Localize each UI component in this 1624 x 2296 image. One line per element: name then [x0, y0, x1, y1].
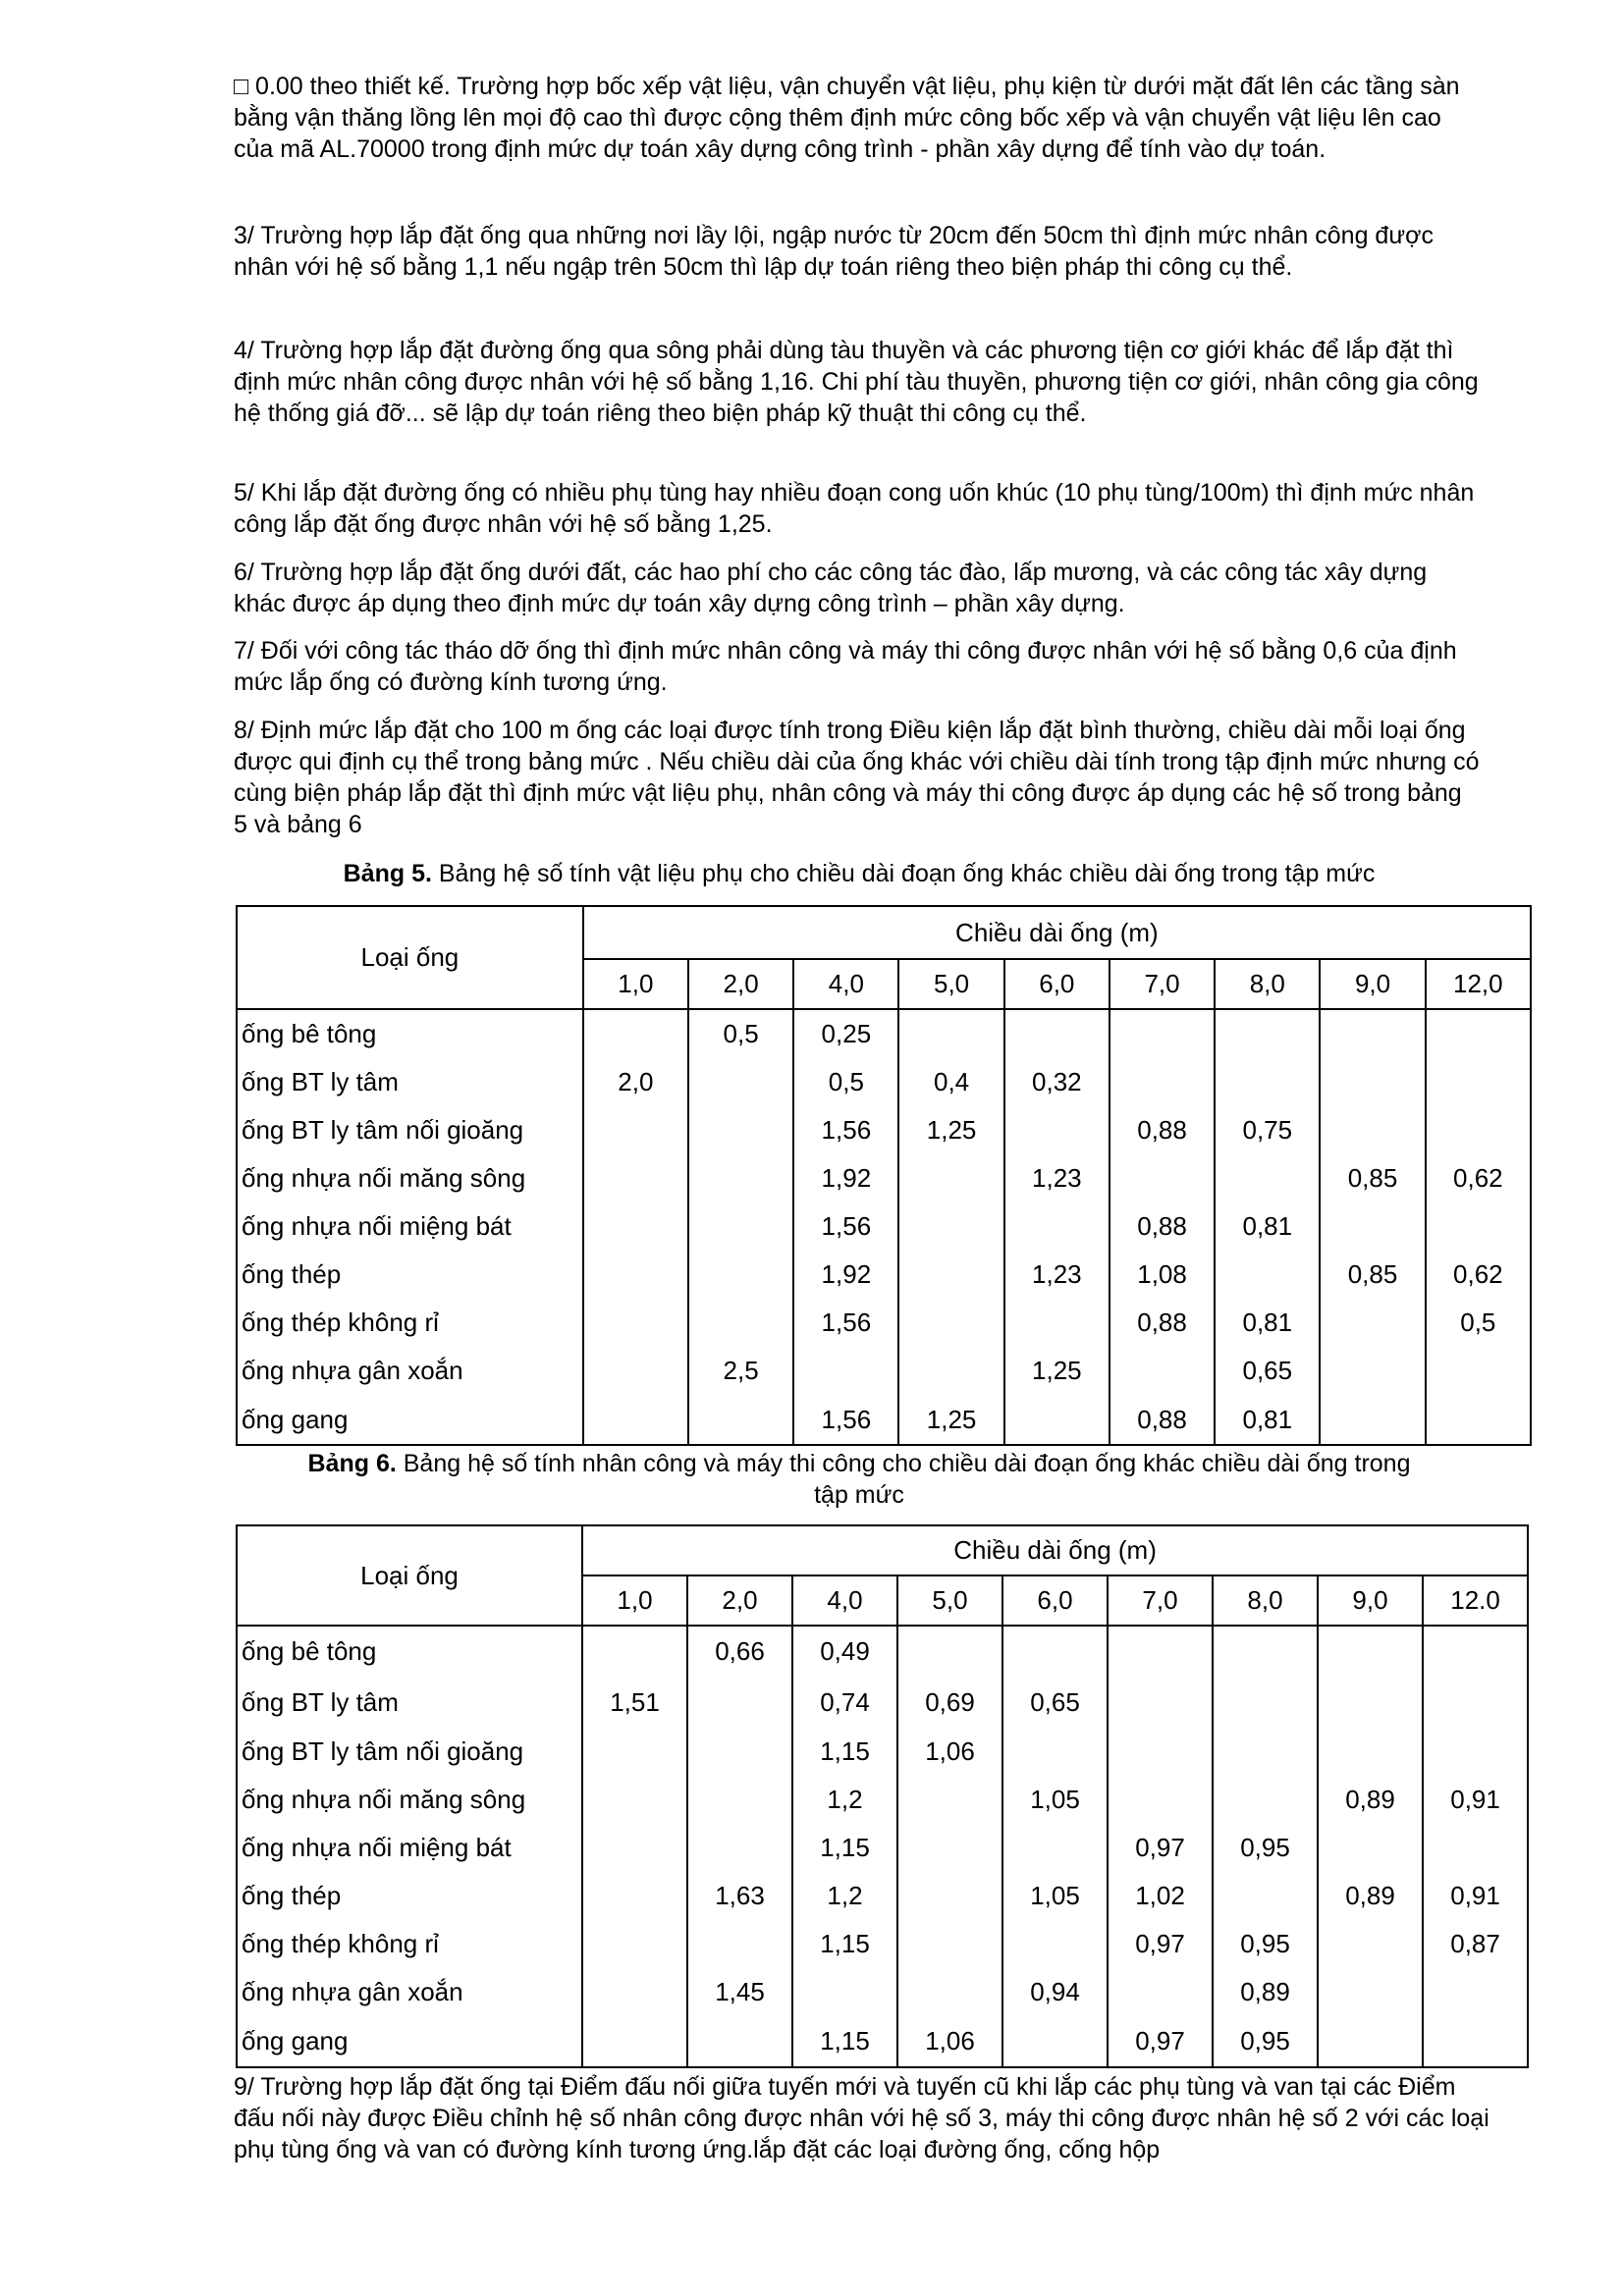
coefficient-cell: [1110, 1154, 1215, 1202]
coefficient-cell: [583, 1154, 688, 1202]
coefficient-cell: [582, 1626, 687, 1677]
coefficient-cell: [583, 1251, 688, 1299]
coefficient-cell: [793, 1347, 898, 1395]
coefficient-cell: 1,56: [793, 1202, 898, 1251]
pipe-type-cell: ống BT ly tâm nối gioăng: [237, 1106, 583, 1154]
coefficient-cell: 0,97: [1108, 2016, 1213, 2067]
table5-caption: [236, 858, 1483, 889]
coefficient-cell: [688, 1154, 793, 1202]
coefficient-cell: [582, 1776, 687, 1824]
pipe-type-cell: ống nhựa nối miệng bát: [237, 1202, 583, 1251]
coefficient-cell: [1423, 1677, 1528, 1728]
paragraph-3: 3/ Trường hợp lắp đặt ống qua những nơi lầy lội, ngập nước từ 20cm đến 50cm thì định mức nhân công được nhân với hệ số bằng 1,1 nếu ngập trên 50cm thì lập dự toán riêng theo biện pháp thi công cụ thể.: [234, 222, 1434, 281]
coefficient-cell: [688, 1299, 793, 1347]
coefficient-cell: [898, 1299, 1003, 1347]
coefficient-cell: [897, 1626, 1002, 1677]
coefficient-cell: [687, 1728, 792, 1776]
pipe-type-cell: ống bê tông: [237, 1009, 583, 1058]
coefficient-cell: 1,92: [793, 1154, 898, 1202]
table5: [236, 905, 1532, 1446]
table5-caption-label: Bảng 5.: [343, 860, 432, 887]
coefficient-cell: [1320, 1106, 1425, 1154]
coefficient-cell: [1215, 1251, 1320, 1299]
coefficient-cell: 1,56: [793, 1106, 898, 1154]
coefficient-cell: [583, 1106, 688, 1154]
coefficient-cell: 0,95: [1213, 1920, 1318, 1968]
coefficient-cell: [1002, 1824, 1108, 1872]
coefficient-cell: [687, 2016, 792, 2067]
coefficient-cell: 0,89: [1213, 1968, 1318, 2016]
coefficient-cell: [1426, 1009, 1531, 1058]
coefficient-cell: [688, 1202, 793, 1251]
table5-group-header: Chiều dài ống (m): [583, 906, 1531, 959]
coefficient-cell: [1002, 2016, 1108, 2067]
coefficient-cell: 0,81: [1215, 1299, 1320, 1347]
coefficient-cell: 2,5: [688, 1347, 793, 1395]
table6: [236, 1524, 1529, 2068]
coefficient-cell: 0,88: [1110, 1202, 1215, 1251]
coefficient-cell: [1320, 1202, 1425, 1251]
paragraph-8: 8/ Định mức lắp đặt cho 100 m ống các loại được tính trong Điều kiện lắp đặt bình thường, chiều dài mỗi loại ống được qui định cụ thể trong bảng mức . Nếu chiều dài của ống khác với chiều dài tính trong tập định mức nhưng có cùng biện pháp lắp đặt thì định mức vật liệu phụ, nhân công và máy thi công được áp dụng các hệ số trong bảng 5 và bảng 6: [234, 717, 1480, 838]
coefficient-cell: [1320, 1395, 1425, 1445]
coefficient-cell: [1320, 1347, 1425, 1395]
pipe-type-cell: ống thép: [237, 1872, 582, 1920]
coefficient-cell: [1318, 1677, 1423, 1728]
table5-caption-text: Bảng hệ số tính vật liệu phụ cho chiều dài đoạn ống khác chiều dài ống trong tập mức: [431, 860, 1376, 887]
coefficient-cell: 1,15: [792, 1920, 897, 1968]
coefficient-cell: [1002, 1920, 1108, 1968]
coefficient-cell: [1426, 1058, 1531, 1106]
pipe-type-cell: ống nhựa gân xoắn: [237, 1968, 582, 2016]
pipe-type-cell: ống nhựa nối miệng bát: [237, 1824, 582, 1872]
coefficient-cell: [898, 1154, 1003, 1202]
coefficient-cell: 0,95: [1213, 1824, 1318, 1872]
coefficient-cell: [1318, 2016, 1423, 2067]
coefficient-cell: [897, 1776, 1002, 1824]
table-row: [237, 1299, 1531, 1347]
pipe-type-cell: ống bê tông: [237, 1626, 582, 1677]
coefficient-cell: [1213, 1872, 1318, 1920]
table6-caption: [236, 1448, 1483, 1511]
table5-col-header: 8,0: [1215, 959, 1320, 1009]
coefficient-cell: [1423, 2016, 1528, 2067]
coefficient-cell: [687, 1824, 792, 1872]
coefficient-cell: 0,66: [687, 1626, 792, 1677]
table5-col-header: 6,0: [1004, 959, 1110, 1009]
coefficient-cell: 0,69: [897, 1677, 1002, 1728]
table-row: [237, 1626, 1528, 1677]
coefficient-cell: [582, 1728, 687, 1776]
table-row: [237, 1058, 1531, 1106]
coefficient-cell: [898, 1009, 1003, 1058]
coefficient-cell: [1318, 1968, 1423, 2016]
coefficient-cell: 0,65: [1002, 1677, 1108, 1728]
table-row: [237, 1968, 1528, 2016]
coefficient-cell: 1,45: [687, 1968, 792, 2016]
coefficient-cell: 0,89: [1318, 1872, 1423, 1920]
table-row: [237, 1395, 1531, 1445]
table-row: [237, 1872, 1528, 1920]
coefficient-cell: 1,05: [1002, 1776, 1108, 1824]
coefficient-cell: [582, 2016, 687, 2067]
table-row: [237, 1347, 1531, 1395]
coefficient-cell: [1423, 1968, 1528, 2016]
coefficient-cell: 0,88: [1110, 1106, 1215, 1154]
coefficient-cell: [1002, 1626, 1108, 1677]
coefficient-cell: [1213, 1728, 1318, 1776]
coefficient-cell: 0,75: [1215, 1106, 1320, 1154]
coefficient-cell: [1423, 1728, 1528, 1776]
coefficient-cell: [583, 1202, 688, 1251]
coefficient-cell: [898, 1202, 1003, 1251]
pipe-type-cell: ống thép không rỉ: [237, 1920, 582, 1968]
coefficient-cell: 0,32: [1004, 1058, 1110, 1106]
coefficient-cell: [1004, 1202, 1110, 1251]
coefficient-cell: 0,88: [1110, 1395, 1215, 1445]
coefficient-cell: 0,25: [793, 1009, 898, 1058]
coefficient-cell: 1,92: [793, 1251, 898, 1299]
table5-header-name: Loại ống: [237, 906, 583, 1009]
table-row: [237, 1251, 1531, 1299]
table6-col-header: 7,0: [1108, 1575, 1213, 1626]
table-row: [237, 1824, 1528, 1872]
paragraph-6: 6/ Trường hợp lắp đặt ống dưới đất, các hao phí cho các công tác đào, lấp mương, và các công tác xây dựng khác được áp dụng theo định mức dự toán xây dựng công trình – phần xây dựng.: [234, 559, 1428, 617]
table-row: [237, 1202, 1531, 1251]
coefficient-cell: 0,91: [1423, 1776, 1528, 1824]
coefficient-cell: 1,15: [792, 1824, 897, 1872]
coefficient-cell: 1,56: [793, 1395, 898, 1445]
table-row: [237, 2016, 1528, 2067]
coefficient-cell: [583, 1347, 688, 1395]
coefficient-cell: 0,62: [1426, 1251, 1531, 1299]
coefficient-cell: [897, 1920, 1002, 1968]
pipe-type-cell: ống gang: [237, 1395, 583, 1445]
coefficient-cell: 0,88: [1110, 1299, 1215, 1347]
coefficient-cell: [1004, 1395, 1110, 1445]
coefficient-cell: 2,0: [583, 1058, 688, 1106]
table6-caption-label: Bảng 6.: [307, 1450, 397, 1477]
coefficient-cell: 0,5: [688, 1009, 793, 1058]
table-row: [237, 1106, 1531, 1154]
coefficient-cell: 1,15: [792, 2016, 897, 2067]
coefficient-cell: 1,06: [897, 1728, 1002, 1776]
coefficient-cell: [1004, 1009, 1110, 1058]
pipe-type-cell: ống nhựa nối măng sông: [237, 1776, 582, 1824]
coefficient-cell: [1110, 1058, 1215, 1106]
coefficient-cell: 1,25: [1004, 1347, 1110, 1395]
coefficient-cell: 0,49: [792, 1626, 897, 1677]
coefficient-cell: 0,97: [1108, 1920, 1213, 1968]
coefficient-cell: 0,5: [793, 1058, 898, 1106]
table6-col-header: 12.0: [1423, 1575, 1528, 1626]
coefficient-cell: 1,56: [793, 1299, 898, 1347]
coefficient-cell: [1318, 1626, 1423, 1677]
coefficient-cell: 0,95: [1213, 2016, 1318, 2067]
table6-col-header: 5,0: [897, 1575, 1002, 1626]
table-row: [237, 1154, 1531, 1202]
coefficient-cell: 0,85: [1320, 1154, 1425, 1202]
pipe-type-cell: ống BT ly tâm: [237, 1058, 583, 1106]
coefficient-cell: [898, 1251, 1003, 1299]
paragraph-5: 5/ Khi lắp đặt đường ống có nhiều phụ tùng hay nhiều đoạn cong uốn khúc (10 phụ tùng/100m) thì định mức nhân công lắp đặt ống được nhân với hệ số bằng 1,25.: [234, 479, 1475, 538]
coefficient-cell: [1320, 1058, 1425, 1106]
coefficient-cell: [1320, 1009, 1425, 1058]
coefficient-cell: [1213, 1677, 1318, 1728]
coefficient-cell: 1,06: [897, 2016, 1002, 2067]
coefficient-cell: 0,62: [1426, 1154, 1531, 1202]
coefficient-cell: 0,94: [1002, 1968, 1108, 2016]
table6-caption-line2: tập mức: [814, 1481, 904, 1509]
table6-col-header: 8,0: [1213, 1575, 1318, 1626]
coefficient-cell: 1,63: [687, 1872, 792, 1920]
coefficient-cell: 1,23: [1004, 1251, 1110, 1299]
coefficient-cell: 1,25: [898, 1395, 1003, 1445]
table5-col-header: 9,0: [1320, 959, 1425, 1009]
coefficient-cell: [1108, 1968, 1213, 2016]
coefficient-cell: 0,81: [1215, 1202, 1320, 1251]
pipe-type-cell: ống nhựa gân xoắn: [237, 1347, 583, 1395]
coefficient-cell: [1426, 1395, 1531, 1445]
table5-col-header: 2,0: [688, 959, 793, 1009]
coefficient-cell: [1426, 1106, 1531, 1154]
coefficient-cell: [687, 1776, 792, 1824]
table6-col-header: 9,0: [1318, 1575, 1423, 1626]
paragraph-intro: □ 0.00 theo thiết kế. Trường hợp bốc xếp vật liệu, vận chuyển vật liệu, phụ kiện từ dưới mặt đất lên các tầng sàn bằng vận thăng lồng lên mọi độ cao thì được cộng thêm định mức công bốc xếp và vận chuyển vật liệu lên cao của mã AL.70000 trong định mức dự toán xây dựng công trình - phần xây dựng để tính vào dự toán.: [234, 73, 1460, 163]
coefficient-cell: [1004, 1106, 1110, 1154]
coefficient-cell: [1108, 1776, 1213, 1824]
pipe-type-cell: ống gang: [237, 2016, 582, 2067]
coefficient-cell: 1,51: [582, 1677, 687, 1728]
coefficient-cell: [897, 1824, 1002, 1872]
table-row: [237, 1920, 1528, 1968]
coefficient-cell: [1002, 1728, 1108, 1776]
table5-col-header: 5,0: [898, 959, 1003, 1009]
coefficient-cell: 0,74: [792, 1677, 897, 1728]
table6-caption-text: Bảng hệ số tính nhân công và máy thi công cho chiều dài đoạn ống khác chiều dài ống trong: [396, 1450, 1411, 1477]
coefficient-cell: [688, 1395, 793, 1445]
table-row: [237, 1677, 1528, 1728]
coefficient-cell: 1,2: [792, 1776, 897, 1824]
coefficient-cell: [1215, 1058, 1320, 1106]
coefficient-cell: [897, 1872, 1002, 1920]
table-row: [237, 1009, 1531, 1058]
table6-col-header: 4,0: [792, 1575, 897, 1626]
coefficient-cell: [1213, 1626, 1318, 1677]
coefficient-cell: [1423, 1824, 1528, 1872]
coefficient-cell: [1110, 1347, 1215, 1395]
coefficient-cell: 1,05: [1002, 1872, 1108, 1920]
coefficient-cell: [1213, 1776, 1318, 1824]
coefficient-cell: [583, 1395, 688, 1445]
table6-group-header: Chiều dài ống (m): [582, 1525, 1528, 1575]
coefficient-cell: 0,4: [898, 1058, 1003, 1106]
pipe-type-cell: ống thép không rỉ: [237, 1299, 583, 1347]
coefficient-cell: [1215, 1154, 1320, 1202]
coefficient-cell: [1320, 1299, 1425, 1347]
table6-col-header: 2,0: [687, 1575, 792, 1626]
coefficient-cell: [688, 1106, 793, 1154]
coefficient-cell: 1,02: [1108, 1872, 1213, 1920]
pipe-type-cell: ống BT ly tâm nối gioăng: [237, 1728, 582, 1776]
coefficient-cell: 1,2: [792, 1872, 897, 1920]
coefficient-cell: [1318, 1920, 1423, 1968]
table6-header-name: Loại ống: [237, 1525, 582, 1626]
coefficient-cell: [1215, 1009, 1320, 1058]
paragraph-9: 9/ Trường hợp lắp đặt ống tại Điểm đấu nối giữa tuyến mới và tuyến cũ khi lắp các phụ tùng và van tại các Điểm đấu nối này được Điều chỉnh hệ số nhân công được nhân với hệ số 3, máy thi công được nhân hệ số 2 với các loại phụ tùng ống và van có đường kính tương ứng.lắp đặt các loại đường ống, cống hộp: [234, 2073, 1489, 2163]
table-row: [237, 1728, 1528, 1776]
coefficient-cell: 0,89: [1318, 1776, 1423, 1824]
pipe-type-cell: ống BT ly tâm: [237, 1677, 582, 1728]
pipe-type-cell: ống nhựa nối măng sông: [237, 1154, 583, 1202]
coefficient-cell: 0,91: [1423, 1872, 1528, 1920]
pipe-type-cell: ống thép: [237, 1251, 583, 1299]
coefficient-cell: [1318, 1728, 1423, 1776]
coefficient-cell: [1110, 1009, 1215, 1058]
coefficient-cell: [1426, 1202, 1531, 1251]
coefficient-cell: [1108, 1626, 1213, 1677]
coefficient-cell: 1,23: [1004, 1154, 1110, 1202]
coefficient-cell: 0,97: [1108, 1824, 1213, 1872]
coefficient-cell: [582, 1920, 687, 1968]
coefficient-cell: [897, 1968, 1002, 2016]
coefficient-cell: 0,85: [1320, 1251, 1425, 1299]
table5-col-header: 4,0: [793, 959, 898, 1009]
coefficient-cell: [1108, 1728, 1213, 1776]
coefficient-cell: [792, 1968, 897, 2016]
table-row: [237, 1776, 1528, 1824]
coefficient-cell: [688, 1251, 793, 1299]
coefficient-cell: 1,08: [1110, 1251, 1215, 1299]
coefficient-cell: 1,25: [898, 1106, 1003, 1154]
coefficient-cell: [582, 1872, 687, 1920]
paragraph-7: 7/ Đối với công tác tháo dỡ ống thì định mức nhân công và máy thi công được nhân với hệ số bằng 0,6 của định mức lắp ống có đường kính tương ứng.: [234, 637, 1457, 696]
paragraph-4: 4/ Trường hợp lắp đặt đường ống qua sông phải dùng tàu thuyền và các phương tiện cơ giới khác để lắp đặt thì định mức nhân công được nhân với hệ số bằng 1,16. Chi phí tàu thuyền, phương tiện cơ giới, nhân công gia công hệ thống giá đỡ... sẽ lập dự toán riêng theo biện pháp kỹ thuật thi công cụ thể.: [234, 337, 1479, 427]
coefficient-cell: 0,81: [1215, 1395, 1320, 1445]
coefficient-cell: 0,87: [1423, 1920, 1528, 1968]
table6-col-header: 6,0: [1002, 1575, 1108, 1626]
coefficient-cell: 0,65: [1215, 1347, 1320, 1395]
coefficient-cell: [583, 1009, 688, 1058]
table5-col-header: 7,0: [1110, 959, 1215, 1009]
table5-col-header: 12,0: [1426, 959, 1531, 1009]
coefficient-cell: 0,5: [1426, 1299, 1531, 1347]
coefficient-cell: [583, 1299, 688, 1347]
coefficient-cell: [1423, 1626, 1528, 1677]
coefficient-cell: [1318, 1824, 1423, 1872]
coefficient-cell: [687, 1677, 792, 1728]
coefficient-cell: [687, 1920, 792, 1968]
table5-col-header: 1,0: [583, 959, 688, 1009]
coefficient-cell: [898, 1347, 1003, 1395]
coefficient-cell: [1108, 1677, 1213, 1728]
table6-col-header: 1,0: [582, 1575, 687, 1626]
coefficient-cell: 1,15: [792, 1728, 897, 1776]
coefficient-cell: [688, 1058, 793, 1106]
coefficient-cell: [582, 1824, 687, 1872]
coefficient-cell: [1004, 1299, 1110, 1347]
coefficient-cell: [1426, 1347, 1531, 1395]
coefficient-cell: [582, 1968, 687, 2016]
